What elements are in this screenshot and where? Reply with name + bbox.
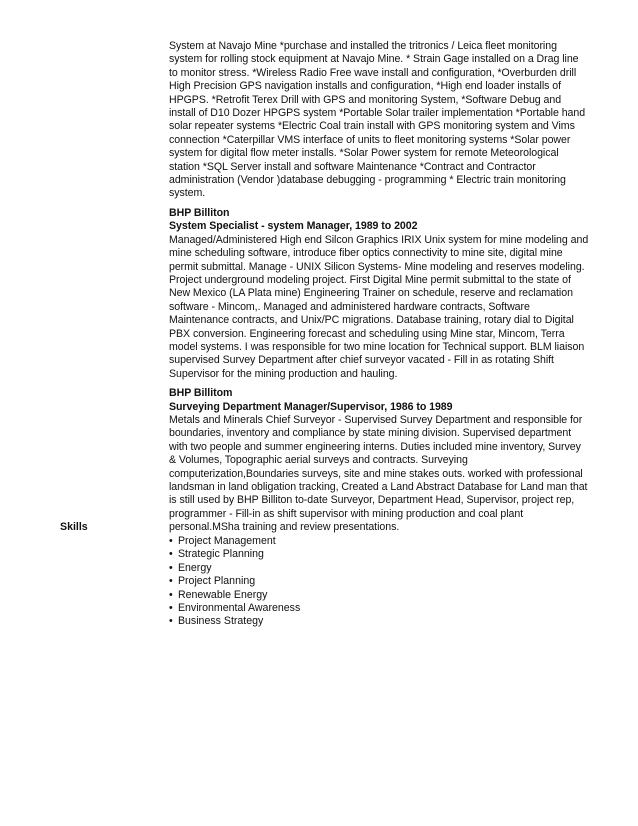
skills-heading: Skills xyxy=(60,521,88,533)
job-entry-2 xyxy=(169,387,589,534)
experience-column xyxy=(169,40,589,535)
bullet-icon: • xyxy=(169,602,173,615)
bullet-icon: • xyxy=(169,548,173,561)
job-company: BHP Billiton xyxy=(169,206,230,219)
job-description: Managed/Administered High end Silcon Graphics IRIX Unix system for mine modeling and mine scheduling software, introduce fiber optics connectivity to mine site, digital mine permit submittal. Manage - UNIX Silicon Systems- Mine modeling and reserves modeling. Project underground modeling project. First Digital Mine permit submittal to the state of New Mexico (LA Plata mine) Engineering Trainer on schedule, reserve and reclamation software - Mincom,. Managed and administered hardware contracts, Software Maintenance contracts, and Unix/PC migrations. Database training, rotary dial to Digital PBX conversion. Engineering forecast and scheduling using Mine star, Mincom, Terra model systems. I was responsible for two mine location for Technical support. BLM liaison supervised Survey Department after chief surveyor vacated - Fill in as rotating Shift Supervisor for the mining production and hauling. xyxy=(169,233,589,380)
job-description: Metals and Minerals Chief Surveyor - Supervised Survey Department and responsible for boundaries, inventory and compliance by state mining division. Supervised department with two people and summer engineering interns. Duties included mine inventory, Survey & Volumes, Topographic aerial surveys and contracts. Surveying computerization,Boundaries surveys, site and mine stakes outs. worked with professional landsman in land obligation tracking, Created a Land Abstract Database for Land man that is still used by BHP Billiton to-date Surveyor, Department Head, Supervisor, project rep, programmer - Fill-in as shift supervisor with mining production and coal plant personal.MSha training and review presentations. xyxy=(169,413,588,534)
job-company: BHP Billitom xyxy=(169,387,233,400)
skill-item xyxy=(169,535,300,548)
bullet-icon: • xyxy=(169,561,173,574)
skill-label: Strategic Planning xyxy=(177,548,264,561)
skill-item xyxy=(169,615,300,628)
skill-label: Project Management xyxy=(177,535,276,547)
skill-item xyxy=(169,575,300,588)
skill-label: Business Strategy xyxy=(177,615,264,628)
bullet-icon: • xyxy=(169,615,173,628)
skill-item xyxy=(169,562,300,575)
skill-item xyxy=(169,548,300,561)
skill-label: Renewable Energy xyxy=(177,588,268,601)
bullet-icon: • xyxy=(169,575,173,588)
skill-label: Environmental Awareness xyxy=(177,602,301,615)
job-entry-1 xyxy=(169,207,589,381)
bullet-icon: • xyxy=(169,588,173,601)
skill-label: Energy xyxy=(177,561,212,574)
skill-label: Project Planning xyxy=(177,575,256,588)
job-role: System Specialist - system Manager, 1989 to 2002 xyxy=(169,220,418,233)
intro-paragraph: System at Navajo Mine *purchase and installed the tritronics / Leica fleet monitoring system for rolling stock equipment at Navajo Mine. * Strain Gage installed on a Drag line to monitor stress. *Wireless Radio Free wave install and configuration, *Overburden drill High Precision GPS navigation installs and configuration, *High end loader installs of HPGPS. *Retrofit Terex Drill with GPS and monitoring System, *Software Debug and install of D10 Dozer HPGPS system *Portable Solar trailer implementation *Portable hand solar repeater systems *Electric Coal train install with GPS monitoring system and Vims connection *Caterpillar VMS interface of units to fleet monitoring systems *Solar power system for digital flow meter installs. *Solar Power system for remote Meteorological station *SQL Server install and software Maintenance *Contract and Contractor administration (Vendor )database debugging - programming * Electric train monitoring system. xyxy=(169,40,586,200)
skill-item xyxy=(169,602,300,615)
bullet-icon: • xyxy=(169,535,173,547)
skill-item xyxy=(169,589,300,602)
skills-list xyxy=(169,535,300,629)
job-role: Surveying Department Manager/Supervisor, 1986 to 1989 xyxy=(169,400,453,413)
